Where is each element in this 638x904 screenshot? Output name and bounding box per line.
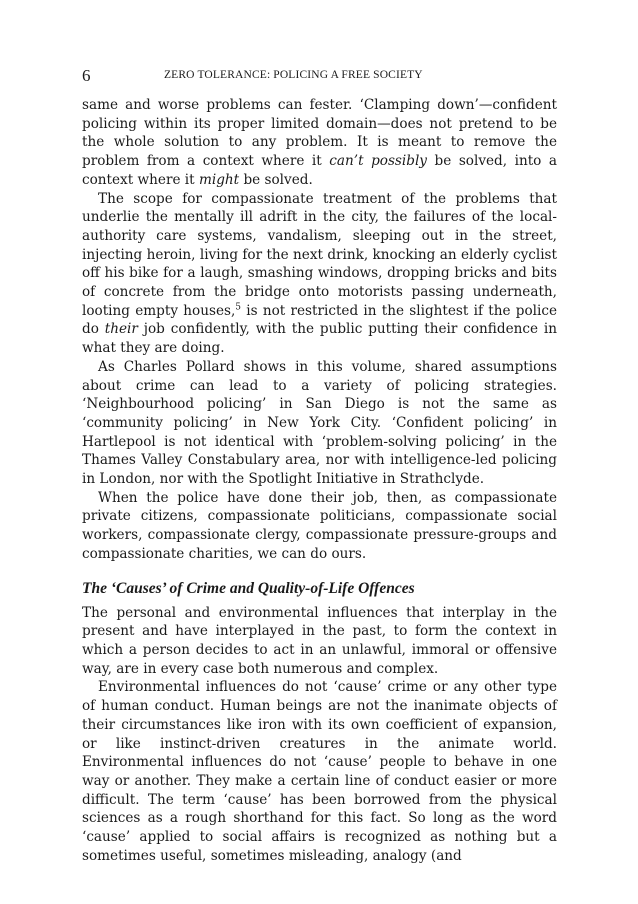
paragraph-3: As Charles Pollard shows in this volume, shared assumptions about crime can lead to a variety of policing strategies. ‘Neighbourhood policing’ in San Diego is not the same as ‘community policing’ in New York City. ‘Confident policing’ in Hartlepool is not identical with ‘problem-solving policing’ in the Thames Valley Constabulary area, nor with intelligence-led policing in London, nor with the Spotlight Initiative in Strathclyde. bbox=[82, 358, 557, 488]
emphasis-might: might bbox=[198, 171, 240, 188]
paragraph-1-text-c: be solved. bbox=[239, 171, 313, 188]
paragraph-1-text-b: be solved, into a context where it bbox=[82, 153, 558, 188]
paragraph-1 bbox=[82, 96, 557, 190]
paragraph-2 bbox=[82, 190, 557, 358]
page-number: 6 bbox=[82, 66, 91, 85]
emphasis-their: their bbox=[104, 321, 138, 338]
running-title: ZERO TOLERANCE: POLICING A FREE SOCIETY bbox=[164, 69, 423, 81]
emphasis-cant-possibly: can’t possibly bbox=[329, 153, 427, 170]
paragraph-4: When the police have done their job, then, as compassionate private citizens, compassionate politicians, compassionate social workers, compassionate clergy, compassionate pressure-groups and compassionate charities, we can do ours. bbox=[82, 489, 557, 562]
paragraph-2-text-b: is not restricted in the slightest if the police do bbox=[82, 302, 557, 338]
body-text bbox=[82, 96, 557, 865]
paragraph-2-text-c: job confidently, with the public putting their confidence in what they are doing. bbox=[82, 321, 557, 357]
paragraph-6: Environmental influences do not ‘cause’ crime or any other type of human conduct. Human beings are not the inanimate objects of their circumstances like iron with its own coefficient of expansion, or like instinct-driven creatures in the animate world. Environmental influences do not ‘cause’ people to behave in one way or another. They make a certain line of conduct easier or more difficult. The term ‘cause’ has been borrowed from the physical sciences as a rough shorthand for this fact. So long as the word ‘cause’ applied to social affairs is recognized as nothing but a sometimes useful, sometimes misleading, analogy (and bbox=[82, 679, 557, 864]
running-head bbox=[82, 66, 557, 86]
footnote-ref-5[interactable]: 5 bbox=[235, 302, 242, 313]
paragraph-1-text: same and worse problems can fester. ‘Clamping down’—confident policing within its proper limited domain—does not pretend to be the whole solution to any problem. It is meant to remove the problem from a context where it bbox=[82, 97, 557, 170]
paragraph-2-text: The scope for compassionate treatment of the problems that underlie the mentally ill adrift in the city, the failures of the local-authority care systems, vandalism, sleeping out in the street, injecting heroin, living for the next drink, knocking an elderly cyclist off his bike for a laugh, smashing windows, dropping bricks and bits of concrete from the bridge onto motorists passing underneath, looting empty houses, bbox=[82, 190, 557, 319]
section-heading: The ‘Causes’ of Crime and Quality-of-Life Offences bbox=[82, 579, 415, 597]
paragraph-5: The personal and environmental influences that interplay in the present and have interplayed in the past, to form the context in which a person decides to act in an unlawful, immoral or offensive way, are in every case both numerous and complex. bbox=[82, 604, 557, 677]
